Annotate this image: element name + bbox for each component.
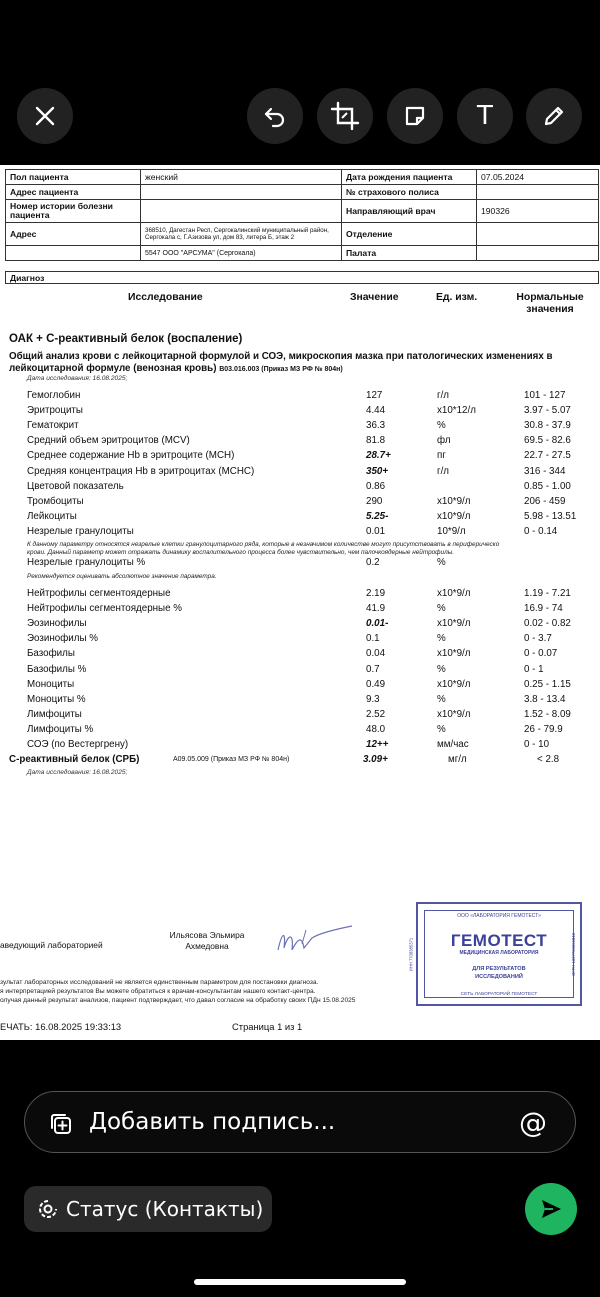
result-row (0, 648, 600, 662)
stamp-sub: МЕДИЦИНСКАЯ ЛАБОРАТОРИЯ (459, 950, 539, 956)
close-button[interactable] (17, 88, 73, 144)
crp-name: С-реактивный белок (СРБ) (9, 754, 140, 765)
result-normal: 3.8 - 13.4 (524, 693, 566, 705)
caption-field[interactable] (24, 1091, 576, 1153)
patient-info-table (5, 169, 599, 261)
status-label: Статус (Контакты) (66, 1197, 264, 1221)
result-value: 48.0 (366, 723, 386, 735)
result-name: Незрелые гранулоциты (27, 525, 134, 537)
dept-label: Отделение (342, 223, 477, 246)
signature-name (150, 930, 264, 952)
general-test-code: B03.016.003 (Приказ МЗ РФ № 804н) (219, 366, 343, 373)
result-value: 81.8 (366, 435, 386, 447)
result-name: Нейтрофилы сегментоядерные % (27, 603, 182, 615)
result-value: 350+ (366, 465, 389, 477)
result-value: 41.9 (366, 603, 386, 615)
result-row (0, 526, 600, 540)
org-value: 5547 ООО "АРСУМА" (Сергокала) (141, 246, 342, 261)
send-icon (539, 1197, 563, 1221)
signature-position: аведующий лабораторией (0, 940, 103, 950)
crp-date: Дата исследования: 16.08.2025; (27, 769, 128, 776)
result-normal: 3.97 - 5.07 (524, 405, 571, 417)
result-unit: г/л (437, 465, 450, 477)
result-unit: % (437, 723, 446, 735)
result-name: Моноциты (27, 678, 75, 690)
study-date: Дата исследования: 16.08.2025; (27, 375, 128, 382)
note1-line1: К данному параметру относятся незрелые клетки гранулоцитарного ряда, которые в незначимом количестве могут присутствовать в периферическо (27, 541, 500, 548)
result-name: Незрелые гранулоциты % (27, 557, 146, 568)
result-value: 0.04 (366, 648, 386, 660)
result-normal: 22.7 - 27.5 (524, 450, 571, 462)
result-name: Тромбоциты (27, 495, 84, 507)
result-row (0, 420, 600, 434)
history-label: Номер истории болезни пациента (6, 200, 141, 223)
general-test-title (9, 351, 600, 376)
result-row (0, 481, 600, 495)
sex-value: женский (141, 170, 342, 185)
undo-button[interactable] (247, 88, 303, 144)
result-name: Моноциты % (27, 693, 86, 705)
result-row (0, 466, 600, 480)
result-unit: x10*9/л (437, 708, 471, 720)
result-normal: 206 - 459 (524, 495, 566, 507)
result-row (0, 633, 600, 647)
addr-label: Адрес (6, 223, 141, 246)
page-number: Страница 1 из 1 (232, 1021, 303, 1032)
result-normal: 1.19 - 7.21 (524, 588, 571, 599)
result-value: 4.44 (366, 405, 386, 417)
result-value: 0.86 (366, 480, 386, 492)
result-value: 2.19 (366, 588, 386, 599)
result-normal: 30.8 - 37.9 (524, 420, 571, 432)
result-row (0, 511, 600, 525)
home-indicator[interactable] (194, 1279, 406, 1285)
undo-icon (262, 103, 288, 129)
result-row (0, 679, 600, 693)
sex-label: Пол пациента (6, 170, 141, 185)
result-unit: x10*9/л (437, 678, 471, 690)
doctor-value: 190326 (477, 200, 599, 223)
result-row (0, 405, 600, 419)
result-normal: 16.9 - 74 (524, 603, 563, 615)
result-name: Эозинофилы (27, 618, 87, 630)
result-name: Эритроциты (27, 405, 83, 417)
result-normal: 0.25 - 1.15 (524, 678, 571, 690)
result-name: Гематокрит (27, 420, 79, 432)
result-name: Нейтрофилы сегментоядерные (27, 588, 171, 599)
lab-report-document (0, 165, 600, 1040)
diagnosis-label: Диагноз (5, 271, 599, 284)
stamp-right: ОГРН 1027700066843 (570, 933, 576, 976)
result-unit: % (437, 633, 446, 645)
result-value: 36.3 (366, 420, 386, 432)
print-timestamp: ЕЧАТЬ: 16.08.2025 19:33:13 (0, 1021, 122, 1032)
result-row (0, 709, 600, 723)
disclaimer-line2: я интерпретацией результатов Вы можете обратиться к врачам-консультантам нашего контакт-центра. (0, 988, 316, 995)
result-unit: x10*12/л (437, 405, 476, 417)
result-value: 0.49 (366, 678, 386, 690)
result-row (0, 496, 600, 510)
result-unit: % (437, 603, 446, 615)
draw-button[interactable] (526, 88, 582, 144)
result-row (0, 557, 600, 571)
close-icon (34, 105, 56, 127)
crp-value: 3.09+ (363, 754, 388, 765)
result-name: Эозинофилы % (27, 633, 98, 645)
general-test-line1: Общий анализ крови с лейкоцитарной формулой и СОЭ, микроскопия мазка при патологических изменениях в (9, 351, 553, 362)
result-unit: 10*9/л (437, 525, 466, 537)
result-name: Базофилы % (27, 663, 87, 675)
result-name: Средняя концентрация Hb в эритроцитах (MCHC) (27, 465, 255, 477)
caption-placeholder: Добавить подпись... (89, 1109, 336, 1135)
sticker-button[interactable] (387, 88, 443, 144)
result-value: 12++ (366, 739, 389, 750)
header-value: Значение (350, 292, 399, 303)
result-normal: 101 - 127 (524, 390, 566, 401)
result-normal: 0 - 1 (524, 663, 544, 675)
note-immature-granulocytes (27, 541, 499, 557)
result-unit: x10*9/л (437, 648, 471, 660)
crp-code: A09.05.009 (Приказ МЗ РФ № 804н) (173, 756, 290, 763)
result-normal: 69.5 - 82.6 (524, 435, 571, 447)
text-icon: T (477, 101, 493, 131)
stamp-mid2: ИССЛЕДОВАНИЙ (475, 974, 523, 980)
stamp-top: ООО «ЛАБОРАТОРИЯ ГЕМОТЕСТ» (457, 913, 541, 919)
result-row (0, 450, 600, 464)
result-name: Лимфоциты % (27, 723, 94, 735)
status-icon (38, 1199, 58, 1219)
crp-normal: < 2.8 (537, 754, 560, 765)
result-normal: 0 - 10 (524, 739, 550, 750)
status-audience-button[interactable] (24, 1186, 272, 1232)
result-value: 0.01 (366, 525, 386, 537)
result-name: Цветовой показатель (27, 480, 124, 492)
result-normal: 1.52 - 8.09 (524, 708, 571, 720)
addr-value: 368510, Дагестан Респ, Сергокалинский муниципальный район, Сергокала с, Г.Азизова ул, дом 83, литера Б, этаж 2 (141, 223, 342, 246)
address-label: Адрес пациента (6, 185, 141, 200)
add-media-icon[interactable] (48, 1111, 74, 1137)
note-absolute-value: Рекомендуется оценивать абсолютное значение параметра. (27, 573, 217, 580)
crp-row (9, 754, 600, 768)
send-button[interactable] (525, 1183, 577, 1235)
result-normal: 5.98 - 13.51 (524, 510, 577, 522)
result-value: 9.3 (366, 693, 380, 705)
signature-name-line2: Ахмедовна (185, 941, 229, 951)
lab-stamp (408, 902, 582, 1006)
disclaimer-line1: зультат лабораторных исследований не является единственным параметром для постановки диагноза. (0, 979, 319, 986)
result-unit: фл (437, 435, 451, 447)
header-unit: Ед. изм. (436, 292, 478, 303)
result-row (0, 724, 600, 738)
result-name: Лейкоциты (27, 510, 77, 522)
ward-label: Палата (342, 246, 477, 261)
result-name: Гемоглобин (27, 390, 81, 401)
result-row (0, 588, 600, 602)
disclaimer-line3: олучая данный результат анализов, пациент подтверждает, что давал согласие на обработку своих ПДн 15.08.2025 (0, 997, 356, 1004)
dob-value: 07.05.2024 (477, 170, 599, 185)
sticker-icon (402, 103, 428, 129)
result-value: 28.7+ (366, 450, 391, 462)
result-normal: 0.85 - 1.00 (524, 480, 571, 492)
stamp-bottom: СЕТЬ ЛАБОРАТОРИЙ ГЕМОТЕСТ (460, 992, 538, 997)
result-value: 0.7 (366, 663, 380, 675)
dob-label: Дата рождения пациента (342, 170, 477, 185)
header-normal: Нормальные значения (516, 292, 584, 315)
result-unit: x10*9/л (437, 495, 471, 507)
result-normal: 0 - 0.14 (524, 525, 558, 537)
result-name: Средний объем эритроцитов (MCV) (27, 435, 190, 447)
mention-icon[interactable]: @ (519, 1106, 547, 1139)
result-unit: x10*9/л (437, 510, 471, 522)
result-unit: x10*9/л (437, 588, 471, 599)
pen-icon (541, 103, 567, 129)
crop-icon (330, 101, 360, 131)
doctor-label: Направляющий врач (342, 200, 477, 223)
signature-name-line1: Ильясова Эльмира (169, 930, 245, 940)
result-name: Лимфоциты (27, 708, 82, 720)
result-unit: x10*9/л (437, 618, 471, 630)
result-normal: 0 - 3.7 (524, 633, 552, 645)
insurance-label: № страхового полиса (342, 185, 477, 200)
result-value: 290 (366, 495, 383, 507)
result-value: 0.2 (366, 557, 380, 568)
result-normal: 26 - 79.9 (524, 723, 563, 735)
result-name: Среднее содержание Hb в эритроците (MCH) (27, 450, 235, 462)
result-unit: мм/час (437, 739, 469, 750)
result-row (0, 694, 600, 708)
result-normal: 0.02 - 0.82 (524, 618, 571, 630)
header-study: Исследование (128, 292, 203, 303)
result-value: 5.25- (366, 510, 389, 522)
result-name: СОЭ (по Вестергрену) (27, 739, 129, 750)
result-row (0, 739, 600, 753)
result-normal: 316 - 344 (524, 465, 566, 477)
result-unit: % (437, 420, 446, 432)
result-value: 127 (366, 390, 383, 401)
result-unit: % (437, 693, 446, 705)
general-test-line2: лейкоцитарной формуле (венозная кровь) (9, 363, 217, 374)
result-row (0, 390, 600, 404)
result-row (0, 664, 600, 678)
result-unit: % (437, 557, 446, 568)
note1-line2: крови. Данный параметр может отражать динамику воспалительного процесса более чувствительно, чем палочкоядерные нейтрофилы. (27, 549, 455, 556)
section-title: ОАК + С-реактивный белок (воспаление) (9, 333, 243, 345)
result-unit: г/л (437, 390, 450, 401)
result-row (0, 603, 600, 617)
result-value: 0.01- (366, 618, 389, 630)
handwritten-signature (272, 920, 362, 960)
result-name: Базофилы (27, 648, 75, 660)
result-unit: пг (437, 450, 446, 462)
stamp-left: ИНН 7708385371 (408, 937, 414, 972)
result-value: 2.52 (366, 708, 386, 720)
result-unit: % (437, 663, 446, 675)
crop-rotate-button[interactable] (317, 88, 373, 144)
result-row (0, 435, 600, 449)
result-value: 0.1 (366, 633, 380, 645)
crp-unit: мг/л (448, 754, 467, 765)
stamp-mid1: ДЛЯ РЕЗУЛЬТАТОВ (472, 966, 526, 972)
text-tool-button[interactable] (457, 88, 513, 144)
result-normal: 0 - 0.07 (524, 648, 558, 660)
stamp-brand: ГЕМОТЕСТ (450, 931, 548, 950)
result-row (0, 618, 600, 632)
